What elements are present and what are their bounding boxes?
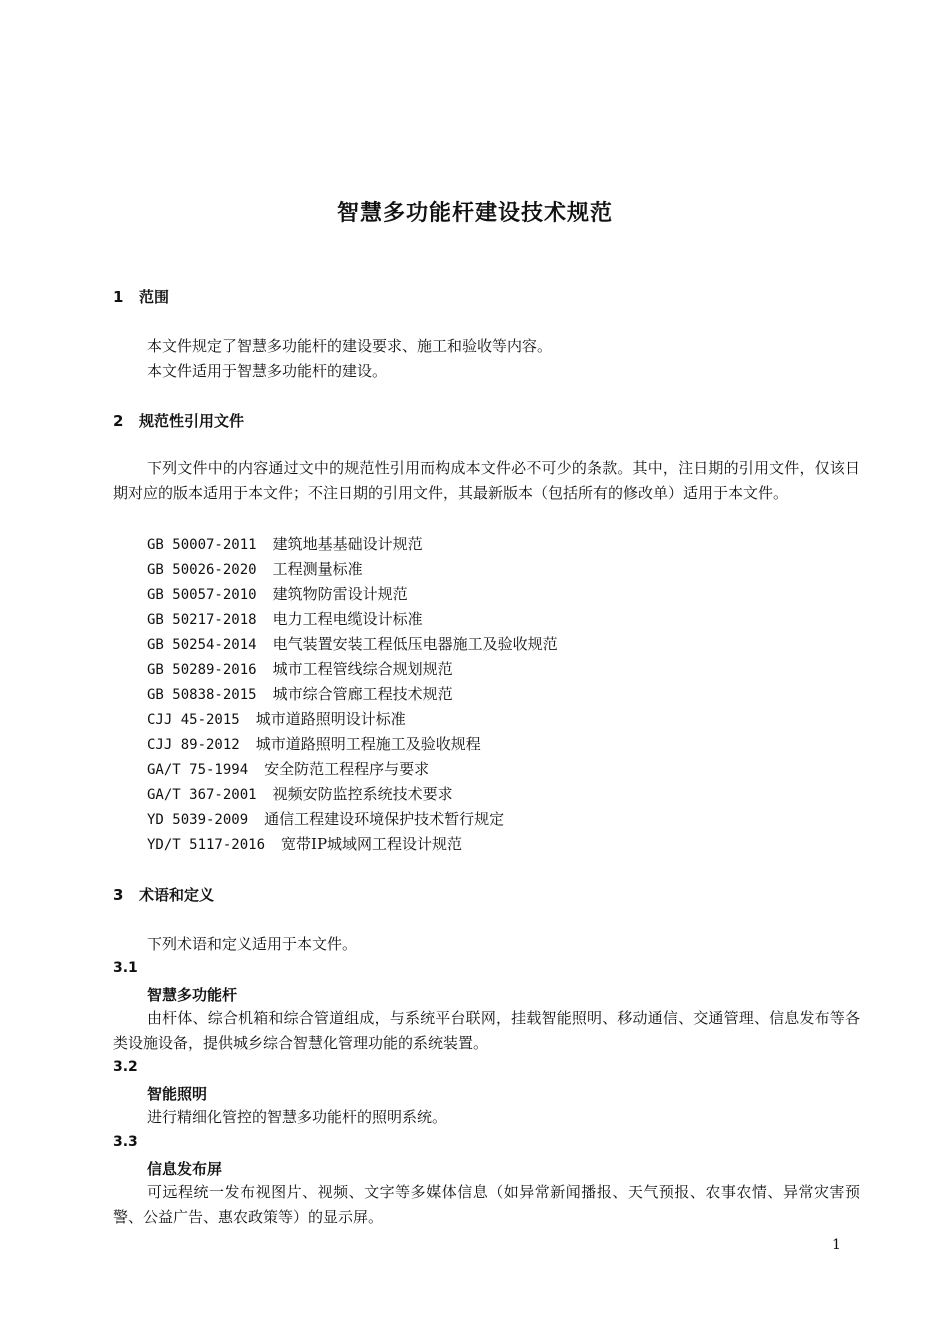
reference-name: 城市道路照明工程施工及验收规程 [255, 735, 481, 753]
reference-code: GA/T 367-2001 [147, 787, 257, 803]
reference-item [147, 732, 558, 757]
reference-name: 工程测量标准 [272, 560, 363, 578]
reference-code: GA/T 75-1994 [147, 762, 249, 778]
term-name: 智慧多功能杆 [147, 986, 238, 1004]
reference-name: 电气装置安装工程低压电器施工及验收规范 [272, 635, 558, 653]
reference-code: GB 50026-2020 [147, 562, 257, 578]
section-title: 规范性引用文件 [139, 412, 245, 430]
reference-item [147, 707, 558, 732]
reference-code: GB 50254-2014 [147, 637, 257, 653]
section-heading-normative-refs [113, 410, 244, 431]
section-number: 1 [113, 288, 124, 306]
reference-list [147, 532, 558, 857]
reference-item [147, 807, 558, 832]
reference-item [147, 757, 558, 782]
term-number: 3.1 [113, 960, 138, 976]
reference-item [147, 557, 558, 582]
reference-name: 城市综合管廊工程技术规范 [272, 685, 453, 703]
term-name: 智能照明 [147, 1085, 208, 1103]
reference-item [147, 532, 558, 557]
page-number: 1 [832, 1237, 841, 1253]
section-number: 2 [113, 412, 124, 430]
reference-item [147, 782, 558, 807]
reference-code: YD/T 5117-2016 [147, 837, 266, 853]
reference-code: CJJ 45-2015 [147, 712, 240, 728]
reference-code: GB 50838-2015 [147, 687, 257, 703]
reference-code: GB 50057-2010 [147, 587, 257, 603]
term-definition: 进行精细化管控的智慧多功能杆的照明系统。 [147, 1108, 448, 1126]
document-title: 智慧多功能杆建设技术规范 [336, 201, 613, 226]
reference-code: YD 5039-2009 [147, 812, 249, 828]
section-title: 术语和定义 [139, 886, 215, 904]
reference-name: 宽带IP城域网工程设计规范 [281, 835, 463, 853]
reference-code: CJJ 89-2012 [147, 737, 240, 753]
scope-paragraph: 本文件规定了智慧多功能杆的建设要求、施工和验收等内容。 [147, 337, 553, 355]
reference-name: 城市道路照明设计标准 [255, 710, 406, 728]
reference-name: 建筑地基基础设计规范 [272, 535, 423, 553]
terms-intro: 下列术语和定义适用于本文件。 [147, 935, 358, 953]
reference-item [147, 682, 558, 707]
reference-item [147, 657, 558, 682]
reference-name: 城市工程管线综合规划规范 [272, 660, 453, 678]
reference-name: 安全防范工程程序与要求 [264, 760, 430, 778]
term-definition: 由杆体、综合机箱和综合管道组成，与系统平台联网，挂载智能照明、移动通信、交通管理、信息发布等各类设施设备，提供城乡综合智慧化管理功能的系统装置。 [113, 1009, 860, 1052]
scope-paragraph: 本文件适用于智慧多功能杆的建设。 [147, 362, 388, 380]
term-number: 3.3 [113, 1134, 138, 1150]
reference-item [147, 607, 558, 632]
reference-item [147, 582, 558, 607]
reference-code: GB 50217-2018 [147, 612, 257, 628]
reference-code: GB 50289-2016 [147, 662, 257, 678]
reference-code: GB 50007-2011 [147, 537, 257, 553]
reference-item [147, 832, 558, 857]
reference-name: 电力工程电缆设计标准 [272, 610, 423, 628]
reference-name: 建筑物防雷设计规范 [272, 585, 408, 603]
reference-name: 视频安防监控系统技术要求 [272, 785, 453, 803]
section-title: 范围 [139, 288, 170, 306]
section-number: 3 [113, 886, 124, 904]
term-number: 3.2 [113, 1059, 138, 1075]
normative-refs-intro: 下列文件中的内容通过文中的规范性引用而构成本文件必不可少的条款。其中，注日期的引用文件，仅该日期对应的版本适用于本文件；不注日期的引用文件，其最新版本（包括所有的修改单）适用于本文件。 [113, 459, 860, 502]
reference-item [147, 632, 558, 657]
term-name: 信息发布屏 [147, 1160, 223, 1178]
section-heading-terms [113, 884, 214, 905]
term-definition: 可远程统一发布视图片、视频、文字等多媒体信息（如异常新闻播报、天气预报、农事农情、异常灾害预警、公益广告、惠农政策等）的显示屏。 [113, 1183, 860, 1226]
section-heading-scope [113, 286, 169, 307]
reference-name: 通信工程建设环境保护技术暂行规定 [264, 810, 505, 828]
